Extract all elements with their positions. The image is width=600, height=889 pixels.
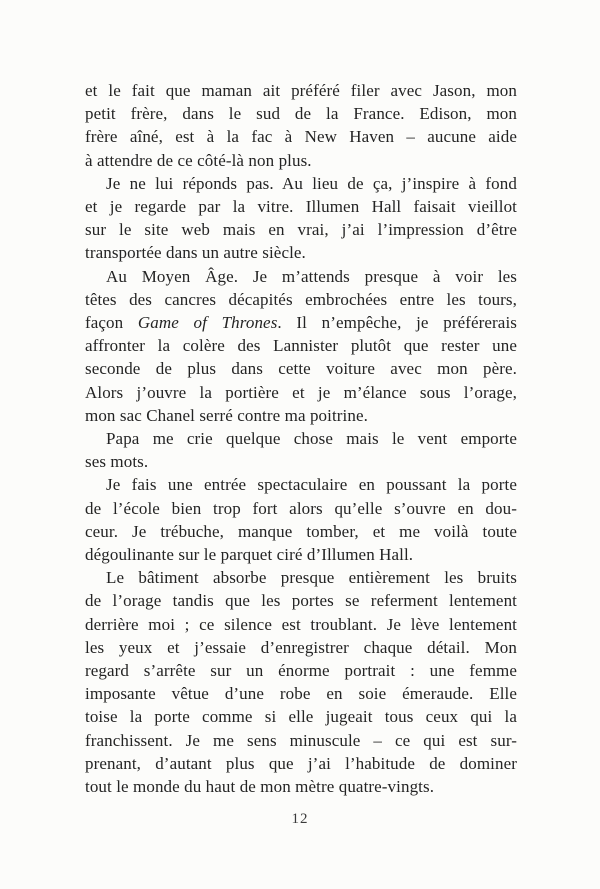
- page-number: 12: [291, 811, 309, 827]
- text-line: Papa me crie quelque chose mais le vent emporte: [106, 429, 517, 449]
- text-line: sur le site web mais en vrai, j’ai l’impression d’être: [85, 220, 517, 240]
- text-line: et le fait que maman ait préféré filer avec Jason, mon: [85, 81, 517, 100]
- paragraph: [85, 79, 517, 172]
- italic-text: Game of Thrones: [137, 313, 278, 333]
- text-line: transportée dans un autre siècle.: [85, 243, 306, 263]
- text-line: derrière moi ; ce silence est troublant. Je lève lentement: [85, 614, 517, 634]
- text-line: prenant, d’autant plus que j’ai l’habitude de dominer: [85, 753, 517, 773]
- text-line: tout le monde du haut de mon mètre quatre-vingts.: [85, 777, 435, 797]
- text-line: les yeux et j’essaie d’enregistrer chaque détail. Mon: [85, 637, 517, 657]
- text-line: seconde de plus dans cette voiture avec mon père.: [85, 359, 517, 379]
- text-line: Je ne lui réponds pas. Au lieu de ça, j’inspire à fond: [106, 173, 517, 193]
- text-line: dégoulinante sur le parquet ciré d’Illumen Hall.: [85, 545, 414, 565]
- paragraph: [85, 473, 517, 566]
- text-line: ses mots.: [85, 452, 149, 472]
- text-line: petit frère, dans le sud de la France. Edison, mon: [85, 104, 517, 124]
- paragraph: [85, 172, 517, 265]
- text-line: Le bâtiment absorbe presque entièrement les bruits: [106, 568, 517, 588]
- text-line: Au Moyen Âge. Je m’attends presque à voir les: [106, 266, 517, 286]
- text-line: et je regarde par la vitre. Illumen Hall faisait vieillot: [85, 197, 517, 217]
- text-line: affronter la colère des Lannister plutôt que rester une: [85, 336, 517, 356]
- text-line: de l’école bien trop fort alors qu’elle s’ouvre en dou-: [85, 498, 517, 518]
- text-line: imposante vêtue d’une robe en soie émeraude. Elle: [85, 684, 517, 704]
- text-line: toise la porte comme si elle jugeait tous ceux qui la: [85, 707, 517, 727]
- paragraph: [85, 427, 517, 473]
- text-line: regard s’arrête sur un énorme portrait : une femme: [85, 661, 517, 681]
- text-line: façon Game of Thrones. Il n’empêche, je préférerais: [85, 313, 517, 333]
- text-line: mon sac Chanel serré contre ma poitrine.: [85, 405, 368, 425]
- text-line: têtes des cancres décapités embrochées entre les tours,: [85, 289, 517, 309]
- text-line: à attendre de ce côté-là non plus.: [85, 150, 312, 170]
- text-line: franchissent. Je me sens minuscule – ce qui est sur-: [85, 730, 517, 750]
- page-text: [85, 79, 517, 798]
- text-line: ceur. Je trébuche, manque tomber, et me voilà toute: [85, 521, 517, 541]
- text-line: frère aîné, est à la fac à New Haven – aucune aide: [85, 127, 517, 147]
- paragraph: [85, 265, 517, 427]
- text-line: Alors j’ouvre la portière et je m’élance sous l’orage,: [85, 382, 517, 402]
- text-line: Je fais une entrée spectaculaire en poussant la porte: [106, 475, 517, 495]
- text-line: de l’orage tandis que les portes se referment lentement: [85, 591, 517, 611]
- paragraph: [85, 566, 517, 798]
